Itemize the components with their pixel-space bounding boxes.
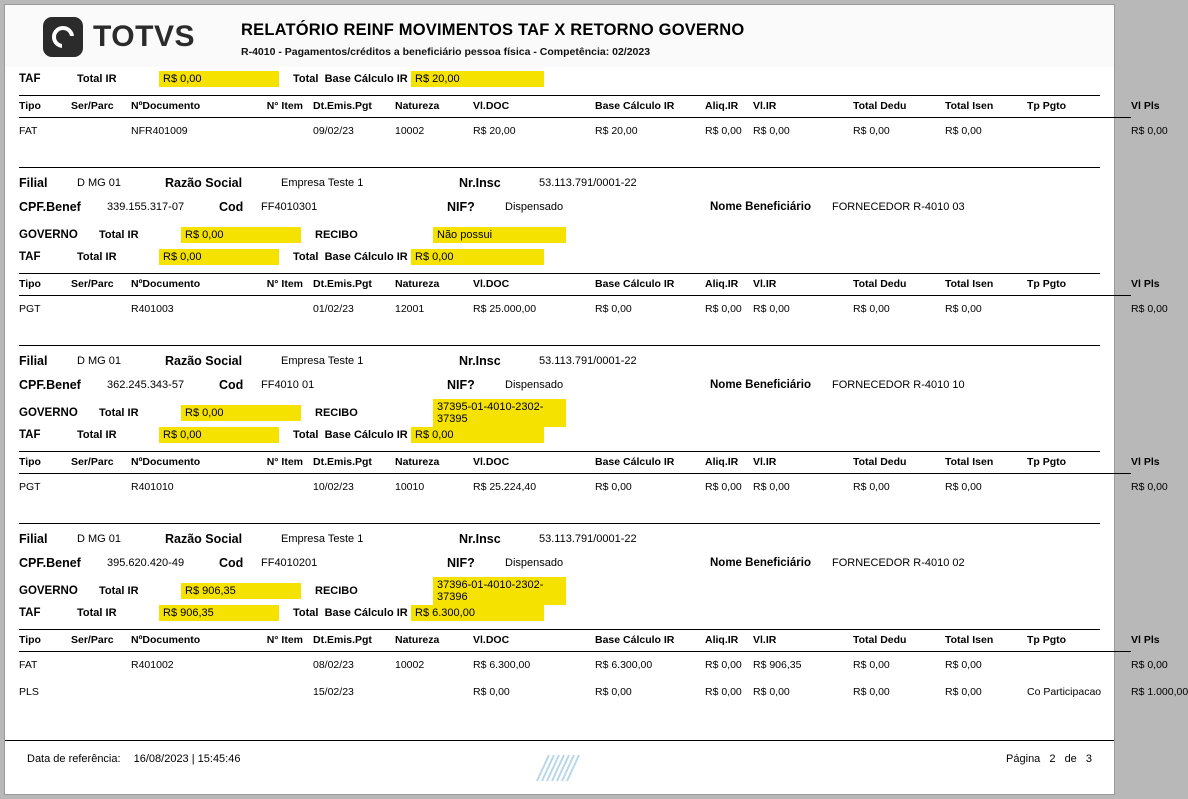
report-title: RELATÓRIO REINF MOVIMENTOS TAF X RETORNO GOVERNO — [241, 21, 745, 39]
taf-total-ir-value: R$ 906,35 — [159, 605, 279, 621]
razao-social-label: Razão Social — [165, 354, 243, 368]
governo-total-line — [19, 403, 1100, 423]
cell-tipo: PGT — [19, 481, 41, 493]
cell-vldoc: R$ 20,00 — [473, 125, 516, 137]
nif-value: Dispensado — [505, 557, 564, 569]
brand-name: TOTVS — [93, 20, 195, 53]
col-serparc: Ser/Parc — [71, 634, 114, 646]
filial-label: Filial — [19, 354, 48, 368]
col-dtemispgt: Dt.Emis.Pgt — [313, 456, 372, 468]
governo-total-line — [19, 225, 1100, 245]
cell-vlir: R$ 0,00 — [753, 481, 790, 493]
movements-table — [19, 630, 1188, 706]
cell-tpgto — [1027, 118, 1131, 146]
cell-base: R$ 20,00 — [595, 125, 638, 137]
governo-label: GOVERNO — [19, 229, 78, 241]
report-titles — [241, 17, 744, 58]
cell-base: R$ 0,00 — [595, 686, 632, 698]
base-calculo-ir-label: Base Cálculo IR — [324, 73, 408, 85]
cell-tpgto — [1027, 474, 1131, 502]
cell-tipo: PGT — [19, 303, 41, 315]
cell-natureza: 10010 — [395, 481, 425, 493]
taf-base-calculo-ir-value: R$ 0,00 — [411, 427, 544, 443]
col-totalisen: Total Isen — [945, 278, 994, 290]
table-header-row: Tipo Ser/Parc NºDocumento N° Item Dt.Emis.Pgt Natureza Vl.DOC Base Cálculo IR Aliq.IR Vl.IR Total Dedu Total Isen Tp Pgto Vl Pls — [19, 452, 1131, 474]
cell-aliq: R$ 0,00 — [705, 686, 742, 698]
cell-tisen: R$ 0,00 — [945, 481, 982, 493]
governo-label: GOVERNO — [19, 407, 78, 419]
page-total: 3 — [1085, 753, 1092, 765]
nif-value: Dispensado — [505, 201, 564, 213]
nr-insc-label: Nr.Insc — [459, 354, 501, 368]
nr-insc-label: Nr.Insc — [459, 176, 501, 190]
cell-vlir: R$ 0,00 — [753, 686, 790, 698]
taf-label: TAF — [19, 73, 41, 85]
taf-total-ir-value: R$ 0,00 — [159, 427, 279, 443]
cod-value: FF4010301 — [261, 201, 318, 213]
col-serparc: Ser/Parc — [71, 278, 114, 290]
cell-tipo: PLS — [19, 686, 39, 698]
table-row: PGT R401010 10/02/23 10010 R$ 25.224,40 R$ 0,00 R$ 0,00 R$ 0,00 R$ 0,00 R$ 0,00 R$ 0,00 — [19, 474, 1131, 502]
beneficiary-block — [19, 346, 1168, 501]
nr-insc-value: 53.113.791/0001-22 — [539, 533, 637, 545]
cell-serparc — [71, 296, 131, 324]
col-totaldedu: Total Dedu — [853, 634, 907, 646]
col-dtemispgt: Dt.Emis.Pgt — [313, 634, 372, 646]
nome-beneficiario-label: Nome Beneficiário — [710, 201, 811, 213]
cpf-benef-value: 362.245.343-57 — [107, 379, 185, 391]
report-page — [4, 4, 1188, 795]
total-label: Total — [293, 607, 319, 619]
cell-item — [241, 118, 313, 146]
total-label: Total — [293, 429, 319, 441]
base-calculo-ir-label: Base Cálculo IR — [324, 251, 408, 263]
cell-tpgto: Co Participacao — [1027, 686, 1102, 698]
cpf-benef-value: 339.155.317-07 — [107, 201, 185, 213]
cell-serparc — [71, 679, 131, 706]
col-tipo: Tipo — [19, 100, 41, 112]
taf-total-ir-label: Total IR — [77, 607, 117, 619]
total-label: Total — [293, 73, 319, 85]
col-totaldedu: Total Dedu — [853, 278, 907, 290]
taf-total-ir-value: R$ 0,00 — [159, 249, 279, 265]
col-aliqir: Aliq.IR — [705, 634, 739, 646]
report-footer — [5, 740, 1114, 794]
cell-aliq: R$ 0,00 — [705, 303, 742, 315]
base-calculo-ir-label: Base Cálculo IR — [324, 607, 408, 619]
cell-tdedu: R$ 0,00 — [853, 659, 890, 671]
top-movements-table — [19, 96, 1168, 145]
cell-base: R$ 6.300,00 — [595, 659, 653, 671]
nif-value: Dispensado — [505, 379, 564, 391]
col-totalisen: Total Isen — [945, 634, 994, 646]
col-dtemispgt: Dt.Emis.Pgt — [313, 278, 372, 290]
beneficiary-block — [19, 524, 1188, 706]
taf-total-ir-label: Total IR — [77, 429, 117, 441]
col-totaldedu: Total Dedu — [853, 456, 907, 468]
nr-insc-value: 53.113.791/0001-22 — [539, 177, 637, 189]
col-vlir: Vl.IR — [753, 634, 777, 646]
reference-date-label: Data de referência: — [27, 753, 121, 765]
col-aliqir: Aliq.IR — [705, 100, 739, 112]
col-vlir: Vl.IR — [753, 278, 777, 290]
recibo-label: RECIBO — [315, 585, 358, 597]
cell-serparc — [71, 474, 131, 502]
col-vldoc: Vl.DOC — [473, 456, 510, 468]
col-vldoc: Vl.DOC — [473, 278, 510, 290]
cell-tdedu: R$ 0,00 — [853, 481, 890, 493]
filial-label: Filial — [19, 532, 48, 546]
nome-beneficiario-value: FORNECEDOR R-4010 02 — [832, 557, 965, 569]
page-current: 2 — [1049, 753, 1056, 765]
col-tppgto: Tp Pgto — [1027, 634, 1067, 646]
nome-beneficiario-label: Nome Beneficiário — [710, 557, 811, 569]
taf-total-ir-label: Total IR — [77, 251, 117, 263]
cell-tdedu: R$ 0,00 — [853, 686, 890, 698]
nif-label: NIF? — [447, 378, 475, 392]
report-content — [5, 69, 1188, 706]
reference-date-value: 16/08/2023 | 15:45:46 — [133, 753, 241, 765]
col-basecalculoir: Base Cálculo IR — [595, 456, 675, 468]
col-vldoc: Vl.DOC — [473, 100, 510, 112]
table-row: PLS 15/02/23 R$ 0,00 R$ 0,00 R$ 0,00 R$ 0,00 R$ 0,00 R$ 0,00 Co Participacao R$ 1.000,00 — [19, 679, 1131, 706]
razao-social-value: Empresa Teste 1 — [281, 355, 364, 367]
table-header-row: Tipo Ser/Parc NºDocumento N° Item Dt.Emis.Pgt Natureza Vl.DOC Base Cálculo IR Aliq.IR Vl.IR Total Dedu Total Isen Tp Pgto Vl Pls — [19, 274, 1131, 296]
taf-total-ir-label: Total IR — [77, 73, 117, 85]
nif-label: NIF? — [447, 556, 475, 570]
cell-documento — [131, 679, 241, 706]
watermark-icon — [525, 747, 595, 787]
col-vlir: Vl.IR — [753, 456, 777, 468]
cell-natureza — [395, 679, 473, 706]
col-basecalculoir: Base Cálculo IR — [595, 634, 675, 646]
recibo-label: RECIBO — [315, 407, 358, 419]
cell-tdedu: R$ 0,00 — [853, 125, 890, 137]
cell-natureza: 10002 — [395, 125, 425, 137]
col-serparc: Ser/Parc — [71, 456, 114, 468]
reference-date — [27, 753, 244, 765]
page-indicator — [1006, 753, 1092, 765]
base-calculo-ir-label: Base Cálculo IR — [324, 429, 408, 441]
cell-base: R$ 0,00 — [595, 481, 632, 493]
col-documento: NºDocumento — [131, 278, 201, 290]
col-basecalculoir: Base Cálculo IR — [595, 100, 675, 112]
taf-total-ir-value: R$ 0,00 — [159, 71, 279, 87]
cell-tdedu: R$ 0,00 — [853, 303, 890, 315]
governo-total-ir-label: Total IR — [99, 229, 139, 241]
nome-beneficiario-value: FORNECEDOR R-4010 10 — [832, 379, 965, 391]
col-tipo: Tipo — [19, 456, 41, 468]
cpf-benef-label: CPF.Benef — [19, 378, 81, 392]
governo-total-ir-value: R$ 0,00 — [181, 227, 301, 243]
nome-beneficiario-value: FORNECEDOR R-4010 03 — [832, 201, 965, 213]
cell-dt: 15/02/23 — [313, 686, 354, 698]
movements-table — [19, 452, 1168, 501]
razao-social-value: Empresa Teste 1 — [281, 177, 364, 189]
table-header-row: Tipo Ser/Parc NºDocumento N° Item Dt.Emis.Pgt Natureza Vl.DOC Base Cálculo IR Aliq.IR Vl.IR Total Dedu Total Isen Tp Pgto Vl Pls — [19, 96, 1131, 118]
report-header — [5, 5, 1114, 67]
col-tipo: Tipo — [19, 278, 41, 290]
taf-total-line — [19, 425, 1100, 445]
cell-natureza: 12001 — [395, 303, 425, 315]
taf-total-line — [19, 603, 1100, 623]
col-natureza: Natureza — [395, 278, 440, 290]
cell-documento: R401010 — [131, 481, 174, 493]
cpf-benef-label: CPF.Benef — [19, 556, 81, 570]
cell-item — [241, 679, 313, 706]
cod-value: FF4010 01 — [261, 379, 315, 391]
col-documento: NºDocumento — [131, 634, 201, 646]
filial-value: D MG 01 — [77, 533, 122, 545]
cell-serparc — [71, 652, 131, 680]
col-item: N° Item — [266, 634, 303, 646]
cod-label: Cod — [219, 200, 244, 214]
cell-dt: 10/02/23 — [313, 481, 354, 493]
governo-total-ir-value: R$ 906,35 — [181, 583, 301, 599]
page-of-label: de — [1064, 753, 1077, 765]
cell-vldoc: R$ 6.300,00 — [473, 659, 531, 671]
filial-label: Filial — [19, 176, 48, 190]
brand-logo — [5, 17, 241, 57]
col-item: N° Item — [266, 456, 303, 468]
cell-item — [241, 474, 313, 502]
governo-total-line — [19, 581, 1100, 601]
cell-item — [241, 652, 313, 680]
cod-value: FF4010201 — [261, 557, 318, 569]
nr-insc-label: Nr.Insc — [459, 532, 501, 546]
cell-tisen: R$ 0,00 — [945, 125, 982, 137]
cell-tipo: FAT — [19, 659, 38, 671]
cell-dt: 08/02/23 — [313, 659, 354, 671]
taf-total-line — [19, 247, 1100, 267]
cell-vlir: R$ 906,35 — [753, 659, 802, 671]
cell-vldoc: R$ 25.224,40 — [473, 481, 537, 493]
taf-label: TAF — [19, 429, 41, 441]
nome-beneficiario-label: Nome Beneficiário — [710, 379, 811, 391]
cell-dt: 09/02/23 — [313, 125, 354, 137]
col-tppgto: Tp Pgto — [1027, 278, 1067, 290]
col-item: N° Item — [266, 100, 303, 112]
razao-social-label: Razão Social — [165, 176, 243, 190]
cell-serparc — [71, 118, 131, 146]
col-aliqir: Aliq.IR — [705, 456, 739, 468]
col-totaldedu: Total Dedu — [853, 100, 907, 112]
totvs-logo-icon — [43, 17, 83, 57]
cpf-benef-value: 395.620.420-49 — [107, 557, 185, 569]
col-vlir: Vl.IR — [753, 100, 777, 112]
cell-tpgto — [1027, 296, 1131, 324]
cell-aliq: R$ 0,00 — [705, 125, 742, 137]
col-documento: NºDocumento — [131, 456, 201, 468]
top-taf-total-line — [19, 69, 1100, 89]
cell-documento: R401002 — [131, 659, 174, 671]
recibo-value: Não possui — [433, 227, 566, 243]
beneficiary-block — [19, 168, 1168, 323]
cell-aliq: R$ 0,00 — [705, 659, 742, 671]
page-label: Página — [1006, 753, 1041, 765]
cell-dt: 01/02/23 — [313, 303, 354, 315]
total-label: Total — [293, 251, 319, 263]
col-vldoc: Vl.DOC — [473, 634, 510, 646]
taf-base-calculo-ir-value: R$ 0,00 — [411, 249, 544, 265]
cell-documento: NFR401009 — [131, 125, 188, 137]
report-subtitle: R-4010 - Pagamentos/créditos a beneficiário pessoa física - Competência: 02/2023 — [241, 46, 651, 58]
cell-tipo: FAT — [19, 125, 38, 137]
col-aliqir: Aliq.IR — [705, 278, 739, 290]
cell-tisen: R$ 0,00 — [945, 686, 982, 698]
col-tppgto: Tp Pgto — [1027, 456, 1067, 468]
taf-base-calculo-ir-value: R$ 20,00 — [411, 71, 544, 87]
cell-vlir: R$ 0,00 — [753, 303, 790, 315]
recibo-label: RECIBO — [315, 229, 358, 241]
col-totalisen: Total Isen — [945, 100, 994, 112]
cell-item — [241, 296, 313, 324]
table-header-row: Tipo Ser/Parc NºDocumento N° Item Dt.Emis.Pgt Natureza Vl.DOC Base Cálculo IR Aliq.IR Vl.IR Total Dedu Total Isen Tp Pgto Vl Pls — [19, 630, 1131, 652]
cell-aliq: R$ 0,00 — [705, 481, 742, 493]
col-tppgto: Tp Pgto — [1027, 100, 1067, 112]
cpf-benef-label: CPF.Benef — [19, 200, 81, 214]
cell-vlir: R$ 0,00 — [753, 125, 790, 137]
table-row: FAT NFR401009 09/02/23 10002 R$ 20,00 R$ 20,00 R$ 0,00 R$ 0,00 R$ 0,00 R$ 0,00 R$ 0,00 — [19, 118, 1131, 146]
cell-tpgto — [1027, 652, 1131, 680]
nif-label: NIF? — [447, 200, 475, 214]
cell-natureza: 10002 — [395, 659, 425, 671]
recibo-value: 37396-01-4010-2302-37396 — [433, 577, 566, 605]
col-totalisen: Total Isen — [945, 456, 994, 468]
cell-base: R$ 0,00 — [595, 303, 632, 315]
col-documento: NºDocumento — [131, 100, 201, 112]
col-serparc: Ser/Parc — [71, 100, 114, 112]
taf-label: TAF — [19, 251, 41, 263]
governo-total-ir-label: Total IR — [99, 585, 139, 597]
cod-label: Cod — [219, 378, 244, 392]
cell-vldoc: R$ 25.000,00 — [473, 303, 537, 315]
razao-social-label: Razão Social — [165, 532, 243, 546]
col-natureza: Natureza — [395, 456, 440, 468]
cell-documento: R401003 — [131, 303, 174, 315]
col-item: N° Item — [266, 278, 303, 290]
taf-base-calculo-ir-value: R$ 6.300,00 — [411, 605, 544, 621]
table-row: PGT R401003 01/02/23 12001 R$ 25.000,00 R$ 0,00 R$ 0,00 R$ 0,00 R$ 0,00 R$ 0,00 R$ 0,00 — [19, 296, 1131, 324]
col-basecalculoir: Base Cálculo IR — [595, 278, 675, 290]
col-natureza: Natureza — [395, 634, 440, 646]
filial-value: D MG 01 — [77, 355, 122, 367]
governo-total-ir-label: Total IR — [99, 407, 139, 419]
filial-value: D MG 01 — [77, 177, 122, 189]
cell-tisen: R$ 0,00 — [945, 659, 982, 671]
recibo-value: 37395-01-4010-2302-37395 — [433, 399, 566, 427]
cod-label: Cod — [219, 556, 244, 570]
cell-vldoc: R$ 0,00 — [473, 686, 510, 698]
nr-insc-value: 53.113.791/0001-22 — [539, 355, 637, 367]
cell-tisen: R$ 0,00 — [945, 303, 982, 315]
col-natureza: Natureza — [395, 100, 440, 112]
governo-total-ir-value: R$ 0,00 — [181, 405, 301, 421]
table-row: FAT R401002 08/02/23 10002 R$ 6.300,00 R$ 6.300,00 R$ 0,00 R$ 906,35 R$ 0,00 R$ 0,00 R$ 0,00 — [19, 652, 1131, 680]
governo-label: GOVERNO — [19, 585, 78, 597]
movements-table — [19, 274, 1168, 323]
col-tipo: Tipo — [19, 634, 41, 646]
razao-social-value: Empresa Teste 1 — [281, 533, 364, 545]
col-dtemispgt: Dt.Emis.Pgt — [313, 100, 372, 112]
taf-label: TAF — [19, 607, 41, 619]
